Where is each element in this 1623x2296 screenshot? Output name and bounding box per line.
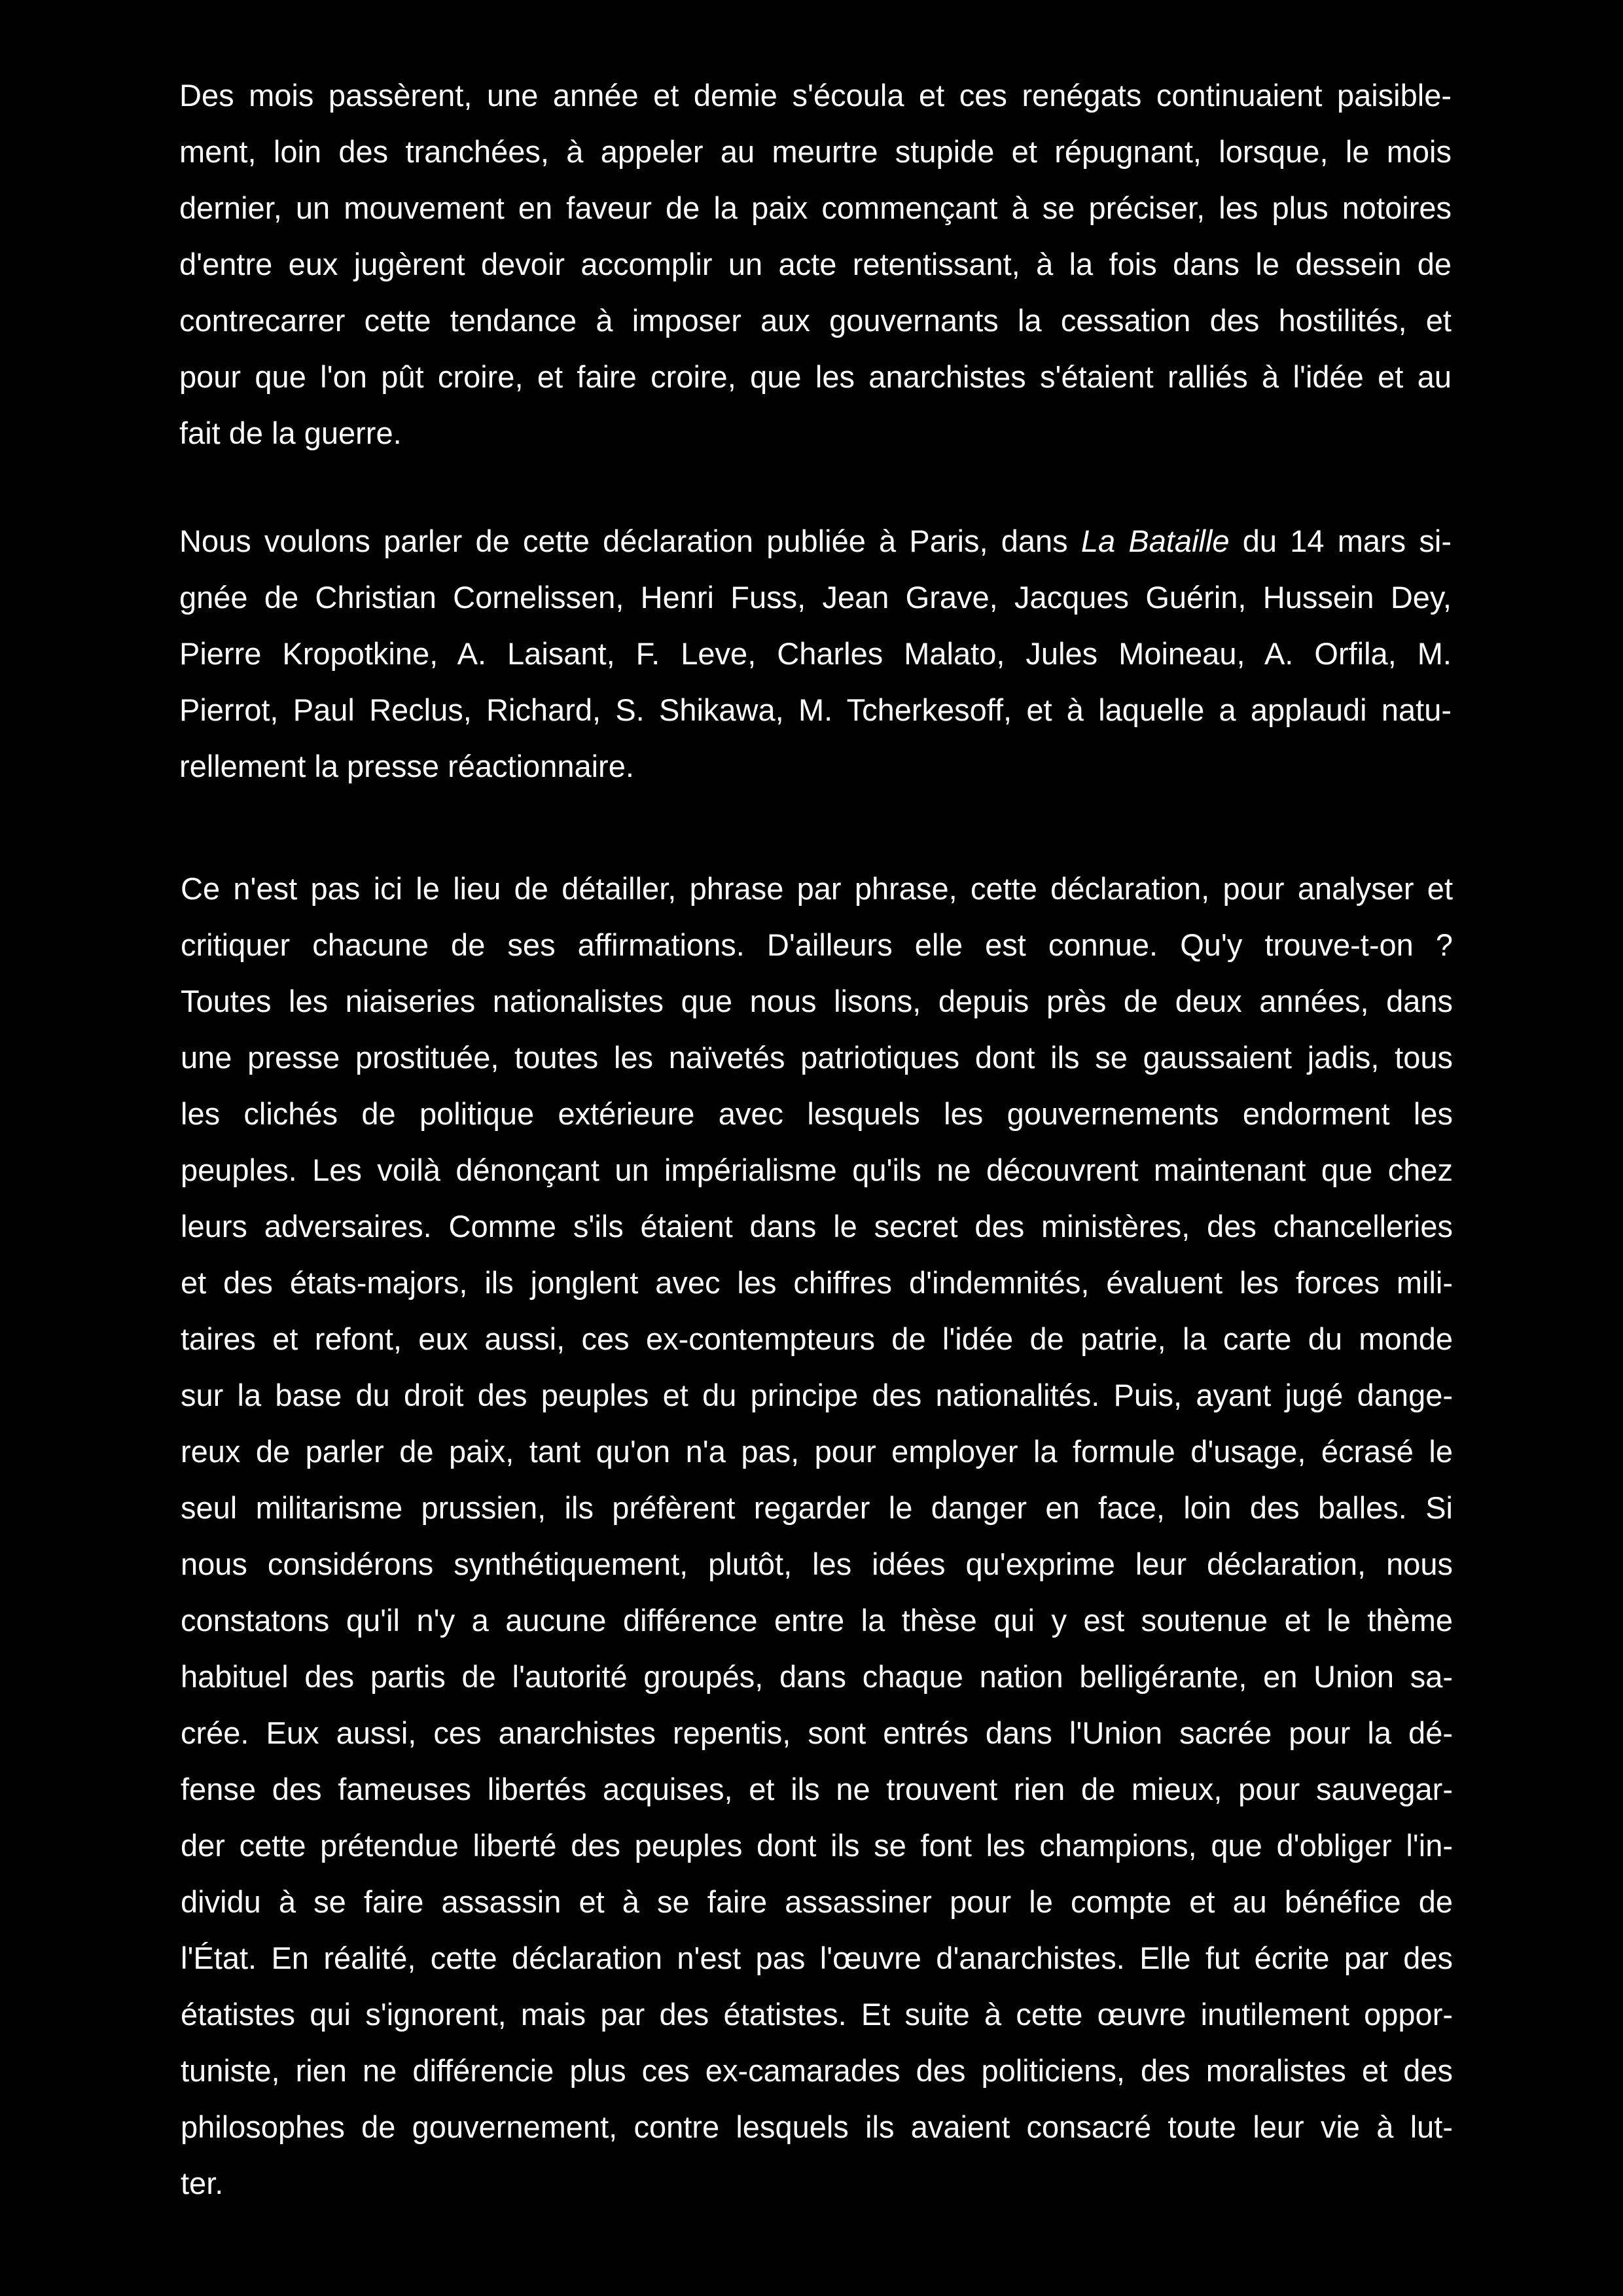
text-line: nous considérons synthétiquement, plutôt, les idées qu'exprime leur déclaration, nous [181,1547,1453,1581]
text-line: reux de parler de paix, tant qu'on n'a pas, pour employer la formule d'usage, écrasé le [181,1434,1453,1469]
text-line: contrecarrer cette tendance à imposer aux gouvernants la cessation des hostilités, et [179,303,1452,338]
text-line: ment, loin des tranchées, à appeler au meurtre stupide et répugnant, lorsque, le mois [179,134,1452,169]
text-line: Toutes les niaiseries nationalistes que nous lisons, depuis près de deux années, dans [181,984,1453,1018]
text-line: peuples. Les voilà dénonçant un impérialisme qu'ils ne découvrent maintenant que chez [181,1153,1453,1187]
text-line: crée. Eux aussi, ces anarchistes repentis, sont entrés dans l'Union sacrée pour la dé- [181,1715,1453,1750]
text-line: habituel des partis de l'autorité groupés, dans chaque nation belligérante, en Union sa- [181,1659,1453,1694]
text-line: critiquer chacune de ses affirmations. D'ailleurs elle est connue. Qu'y trouve-t-on ? [181,927,1453,962]
text-line: une presse prostituée, toutes les naïvetés patriotiques dont ils se gaussaient jadis, tous [181,1040,1453,1075]
text-line: dividu à se faire assassin et à se faire assassiner pour le compte et au bénéfice de [181,1884,1453,1919]
text-line: philosophes de gouvernement, contre lesquels ils avaient consacré toute leur vie à lut- [181,2109,1453,2144]
text-line: seul militarisme prussien, ils préfèrent regarder le danger en face, loin des balles. Si [181,1490,1453,1525]
text-line: taires et refont, eux aussi, ces ex-contempteurs de l'idée de patrie, la carte du monde [181,1321,1453,1356]
line-text: du 14 mars si- [1229,524,1452,558]
text-line: gnée de Christian Cornelissen, Henri Fuss, Jean Grave, Jacques Guérin, Hussein Dey, [179,580,1452,615]
text-line: tuniste, rien ne différencie plus ces ex-camarades des politiciens, des moralistes et des [181,2053,1453,2088]
text-line: leurs adversaires. Comme s'ils étaient dans le secret des ministères, des chancelleries [181,1209,1453,1244]
text-line: d'entre eux jugèrent devoir accomplir un acte retentissant, à la fois dans le dessein de [179,247,1452,281]
text-line: Pierrot, Paul Reclus, Richard, S. Shikawa, M. Tcherkesoff, et à laquelle a applaudi natu- [179,692,1452,727]
text-line: der cette prétendue liberté des peuples dont ils se font les champions, que d'obliger l'in- [181,1828,1453,1863]
text-line: fait de la guerre. [179,416,402,450]
text-line: Pierre Kropotkine, A. Laisant, F. Leve, Charles Malato, Jules Moineau, A. Orfila, M. [179,636,1452,671]
line-text: Nous voulons parler de cette déclaration publiée à Paris, dans [179,524,1081,558]
text-line: étatistes qui s'ignorent, mais par des étatistes. Et suite à cette œuvre inutilement oppor- [181,1997,1453,2032]
text-line: constatons qu'il n'y a aucune différence entre la thèse qui y est soutenue et le thème [181,1603,1453,1638]
text-line: les clichés de politique extérieure avec lesquels les gouvernements endorment les [181,1096,1453,1131]
text-line: sur la base du droit des peuples et du principe des nationalités. Puis, ayant jugé dange- [181,1378,1453,1412]
text-line: et des états-majors, ils jonglent avec les chiffres d'indemnités, évaluent les forces mili- [181,1265,1453,1300]
text-line: ter. [181,2166,224,2200]
text-line: pour que l'on pût croire, et faire croire, que les anarchistes s'étaient ralliés à l'idée et au [179,359,1452,394]
text-line: rellement la presse réactionnaire. [179,749,634,783]
publication-title: La Bataille [1080,524,1230,558]
text-line: dernier, un mouvement en faveur de la paix commençant à se préciser, les plus notoires [179,190,1452,225]
text-line: Des mois passèrent, une année et demie s'écoula et ces renégats continuaient paisible- [179,78,1452,113]
text-line: Ce n'est pas ici le lieu de détailler, phrase par phrase, cette déclaration, pour analyser et [181,871,1453,906]
text-line: fense des fameuses libertés acquises, et ils ne trouvent rien de mieux, pour sauvegar- [181,1772,1453,1806]
text-line [179,522,1452,561]
text-line: l'État. En réalité, cette déclaration n'est pas l'œuvre d'anarchistes. Elle fut écrite par des [181,1941,1453,1975]
